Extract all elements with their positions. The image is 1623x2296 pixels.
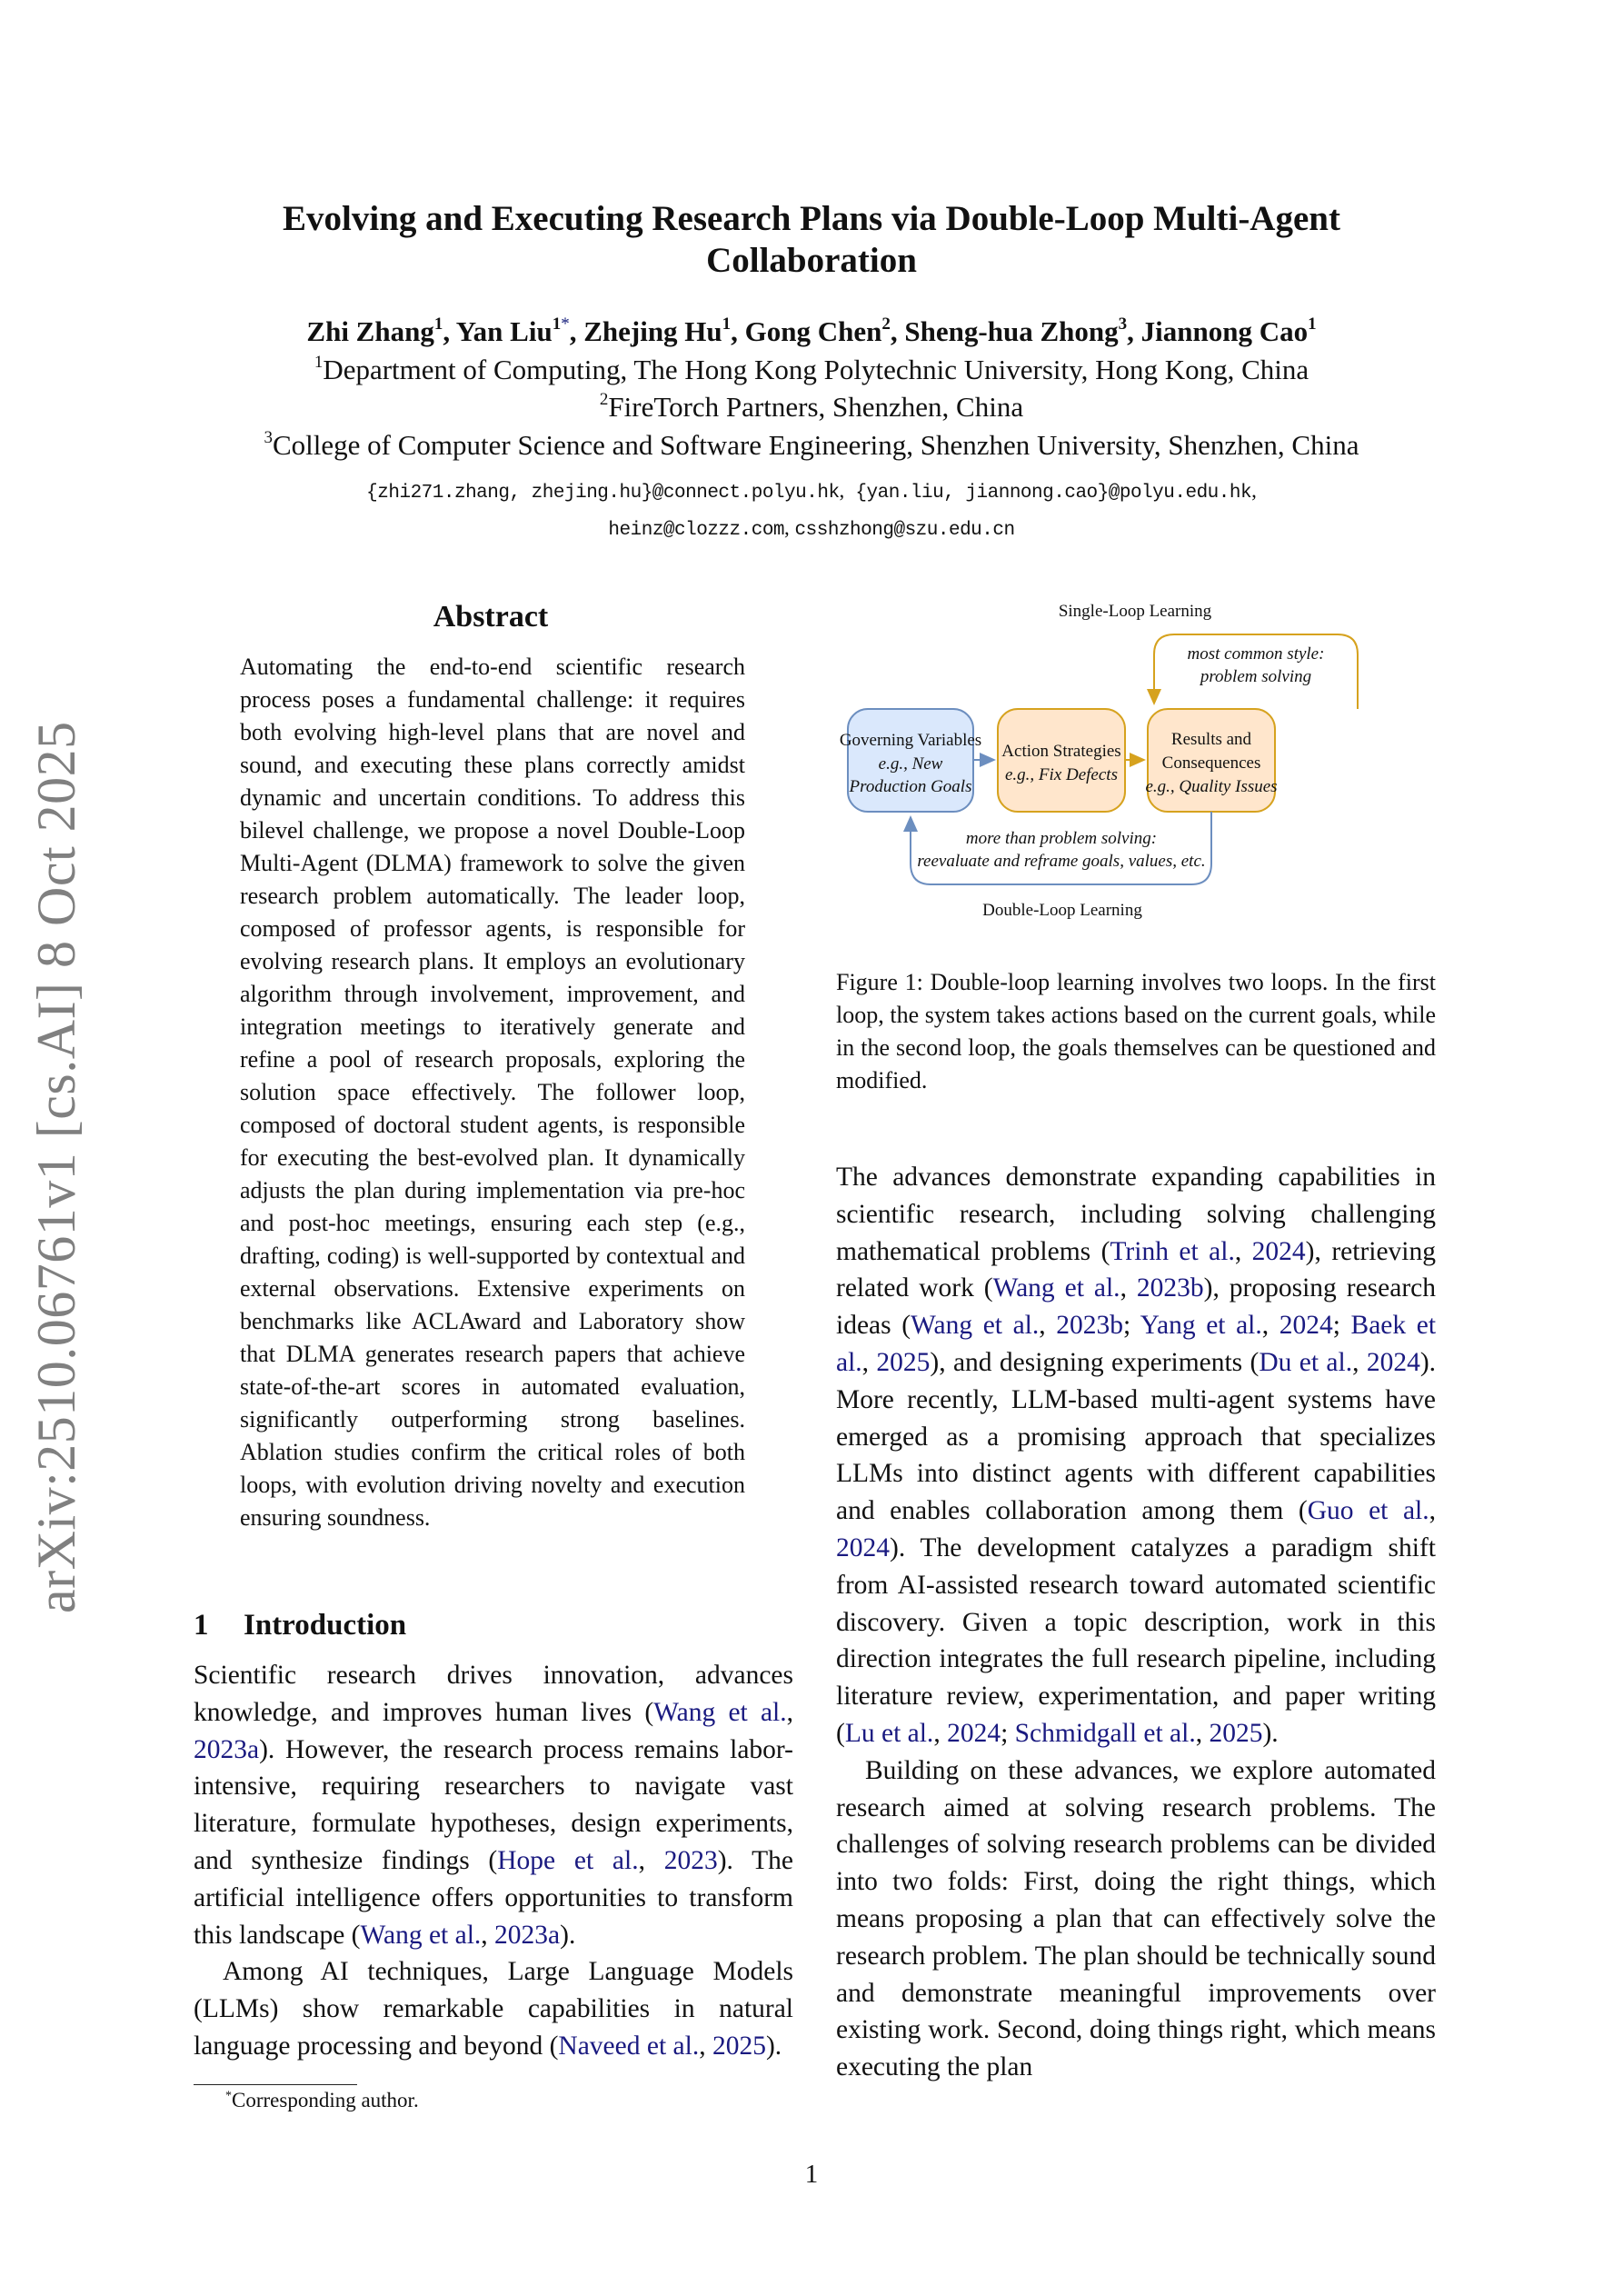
paragraph-text: Among AI techniques, Large Language Models (LLMs) show remarkable capabilities in natural language processing and beyond ( [194,1957,793,2061]
author-name: Gong Chen [744,315,882,347]
figure-1-double-loop-diagram [834,591,1434,927]
author-affiliation-number: 1* [552,314,570,334]
box-action-title: Action Strategies [1001,742,1121,761]
box-results-example: e.g., Quality Issues [1145,777,1278,796]
abstract-heading: Abstract [433,600,549,634]
citation-link[interactable]: Wang et al. [992,1273,1120,1303]
section-number: 1 [194,1609,209,1642]
author-name: Yan Liu [455,315,553,347]
citation-link[interactable]: 2023b [1056,1311,1123,1341]
paragraph-text: , [1120,1273,1137,1303]
paragraph-text: , [481,1920,495,1950]
citation-link[interactable]: 2025 [1209,1718,1263,1748]
author-name: Sheng-hua Zhong [904,315,1119,347]
paragraph-text: ). [1262,1718,1279,1748]
paragraph-text: , [699,2031,712,2061]
box-action-example: e.g., Fix Defects [1005,765,1118,784]
citation-link[interactable]: Naveed et al. [558,2031,700,2061]
affiliation-number: 1 [314,353,324,372]
paragraph-text: ). However, the research process remains labor-intensive, requiring researchers to navigate vast literature, formulate hypotheses, design experiments, and synthesize findings ( [194,1734,793,1875]
intro-paragraph-4 [836,1752,1436,2086]
author-list: Zhi Zhang$^1$, Yan Liu$^{1*}$, Zhejing Hu$^1$, Gong Chen$^2$, Sheng-hua Zhong$^3$, Jiannong Cao$^1$ [306,314,1317,347]
section-heading-introduction [194,1609,406,1642]
footnote-rule [194,2084,357,2085]
paragraph-text: ), and designing experiments ( [930,1347,1260,1377]
footnote [225,2089,419,2112]
paper-title [182,198,1441,282]
box-governing-example-1: e.g., New [878,754,943,774]
paragraph-text: ), proposing research ideas ( [836,1273,1437,1341]
intro-right-column [836,1159,1436,2086]
single-loop-note-1: most common style: [1187,644,1325,664]
author [456,315,570,347]
author-name: Zhi Zhang [306,315,434,347]
paragraph-text: , [933,1718,948,1748]
single-loop-note-2: problem solving [1200,667,1312,686]
paper-title-line-2: Collaboration [706,241,917,280]
affiliation-number: 3 [264,428,273,447]
paragraph-text: , [1234,1236,1252,1266]
email-line-2: heinz@clozzz.com, csshzhong@szu.edu.cn [608,516,1015,541]
footnote-text: Corresponding author. [232,2089,419,2111]
affiliation-1 [136,352,1487,388]
paragraph-text: Scientific research drives innovation, advances knowledge, and improves human lives ( [194,1661,793,1727]
intro-left-column [194,1657,793,2065]
abstract-text: Automating the end-to-end scientific research process poses a fundamental challenge: it requires both evolving high-level plans that are novel and sound, and executing these plans correctly amidst dynamic and uncertain conditions. To address this bilevel challenge, we propose a novel Double-Loop Multi-Agent (DLMA) framework to solve the given research problem automatically. The leader loop, composed of professor agents, is responsible for evolving research plans. It employs an evolutionary algorithm through involvement, improvement, and integration meetings to iteratively generate and refine a pool of research proposals, exploring the solution space effectively. The follower loop, composed of doctoral student agents, is responsible for executing the best-evolved plan. It dynamically adjusts the plan during implementation via pre-hoc and post-hoc meetings, ensuring each step (e.g., drafting, coding) is well-supported by contextual and external observations. Extensive experiments on benchmarks like ACLAward and Laboratory show that DLMA generates research papers that achieve state-of-the-art scores in automated evaluation, significantly outperforming strong baselines. Ablation studies confirm the critical roles of both loops, with evolution driving novelty and execution ensuring soundness. [240,654,745,1531]
affiliation-text: Department of Computing, The Hong Kong Polytechnic University, Hong Kong, China [323,354,1309,385]
intro-paragraph-2 [194,1953,793,2064]
paragraph-text: ; [1001,1718,1015,1748]
figure-1-caption: Figure 1: Double-loop learning involves two loops. In the first loop, the system takes actions based on the current goals, while in the second loop, the goals themselves can be questioned and modified. [836,969,1436,1093]
author [904,315,1127,347]
page-number: 1 [804,2160,819,2189]
intro-paragraph-3 [836,1159,1436,1752]
citation-link[interactable]: Lu et al. [844,1718,934,1748]
author-affiliation-number: 1 [722,314,732,334]
author-affiliation-number: 1 [1308,314,1317,334]
author-name: Jiannong Cao [1140,315,1309,347]
footnote-mark: * [225,2089,232,2103]
paragraph-text: ). The artificial intelligence offers opportunities to transform this landscape ( [194,1845,794,1950]
paragraph-text: ). More recently, LLM-based multi-agent systems have emerged as a promising approach that specializes LLMs into distinct agents with different capabilities and enables collaboration among them ( [836,1347,1437,1526]
author-affiliation-number: 1 [433,314,443,334]
citation-link[interactable]: 2023b [1136,1273,1204,1303]
affiliation-text: College of Computer Science and Software Engineering, Shenzhen University, Shenzhen, China [273,429,1359,461]
citation-link[interactable]: Yang et al. [1140,1311,1262,1341]
citation-link[interactable]: 2024 [947,1718,1001,1748]
intro-paragraph-1 [194,1657,793,1953]
single-loop-label: Single-Loop Learning [1058,602,1212,621]
paragraph-text: , [1429,1496,1436,1526]
author-name: Zhejing Hu [583,315,722,347]
box-governing-title: Governing Variables [839,731,982,750]
paragraph-text: ). [560,1920,576,1950]
paragraph-text: ; [1122,1311,1140,1341]
paragraph-text: ; [1332,1311,1351,1341]
author-affiliation-number: 3 [1118,314,1128,334]
citation-link[interactable]: 2023a [494,1920,561,1950]
paragraph-text: , [1261,1311,1279,1341]
paragraph-text: ). The development catalyzes a paradigm shift from AI-assisted research toward automated scientific discovery. Given a topic description, work in this direction integrates the full research pipeline, including literature review, experimentation, and paper writing ( [836,1532,1436,1748]
email-group[interactable]: {zhi271.zhang, zhejing.hu}@connect.polyu.hk [366,483,840,504]
email-address[interactable]: heinz@clozzz.com [608,520,785,541]
paragraph-text: , [1352,1347,1367,1377]
citation-link[interactable]: 2024 [1366,1347,1420,1377]
paragraph-text: , [786,1697,793,1727]
email-group[interactable]: {yan.liu, jiannong.cao}@polyu.edu.hk [855,483,1252,504]
citation-link[interactable]: Wang et al. [653,1697,787,1727]
affiliation-3 [136,427,1487,464]
affiliation-number: 2 [599,390,609,409]
paper-title-line-1: Evolving and Executing Research Plans via Double-Loop Multi-Agent [283,199,1340,238]
citation-link[interactable]: Baek et al. [836,1311,1437,1377]
author [583,315,731,347]
email-line-1: {zhi271.zhang, zhejing.hu}@connect.polyu.hk, {yan.liu, jiannong.cao}@polyu.edu.hk, [366,479,1257,504]
citation-link[interactable]: 2024 [1251,1236,1306,1266]
box-results-title-2: Consequences [1161,754,1261,773]
paragraph-text: ), retrieving related work ( [836,1236,1437,1303]
paragraph-text: Building on these advances, we explore automated research aimed at solving research problems. The challenges of solving research problems can be divided into two folds: First, doing the right things, which means proposing a plan that can effectively solve the research problem. The plan should be technically sound and demonstrate meaningful improvements over existing work. Second, doing things right, which means executing the plan [836,1755,1436,2082]
paragraph-text: , [861,1347,877,1377]
author [1141,315,1317,347]
double-loop-arrow [911,812,1211,884]
corresponding-author-mark[interactable]: * [561,314,570,334]
citation-link[interactable]: Wang et al. [911,1311,1040,1341]
affiliation-2 [136,389,1487,425]
citation-link[interactable]: 2025 [876,1347,931,1377]
citation-link[interactable]: Guo et al. [1307,1496,1429,1526]
citation-link[interactable]: Du et al. [1259,1347,1353,1377]
citation-link[interactable]: 2024 [1279,1311,1333,1341]
double-loop-label: Double-Loop Learning [982,901,1142,920]
box-governing-example-2: Production Goals [849,777,972,796]
author [306,315,443,347]
author-affiliation-number: 2 [881,314,891,334]
citation-link[interactable]: Hope et al. [497,1845,639,1875]
section-title: Introduction [244,1609,407,1642]
citation-link[interactable]: 2024 [836,1532,890,1562]
affiliation-text: FireTorch Partners, Shenzhen, China [608,391,1024,423]
arxiv-identifier: arXiv:2510.06761v1 [cs.AI] 8 Oct 2025 [26,721,86,1613]
paragraph-text: , [1195,1718,1210,1748]
citation-link[interactable]: Schmidgall et al. [1014,1718,1196,1748]
paragraph-text: ). [765,2031,782,2061]
citation-link[interactable]: Wang et al. [360,1920,482,1950]
citation-link[interactable]: 2023a [194,1734,260,1764]
paragraph-text: , [638,1845,664,1875]
double-loop-note-1: more than problem solving: [965,829,1158,848]
author [745,315,891,347]
paragraph-text: , [1039,1311,1057,1341]
citation-link[interactable]: 2025 [712,2031,766,2061]
citation-link[interactable]: Trinh et al. [1110,1236,1235,1266]
double-loop-note-2: reevaluate and reframe goals, values, etc. [917,852,1206,871]
paragraph-text: The advances demonstrate expanding capabilities in scientific research, including solving challenging mathematical problems ( [836,1163,1436,1266]
email-address[interactable]: csshzhong@szu.edu.cn [794,520,1015,541]
box-results-title-1: Results and [1170,730,1252,749]
citation-link[interactable]: 2023 [663,1845,718,1875]
